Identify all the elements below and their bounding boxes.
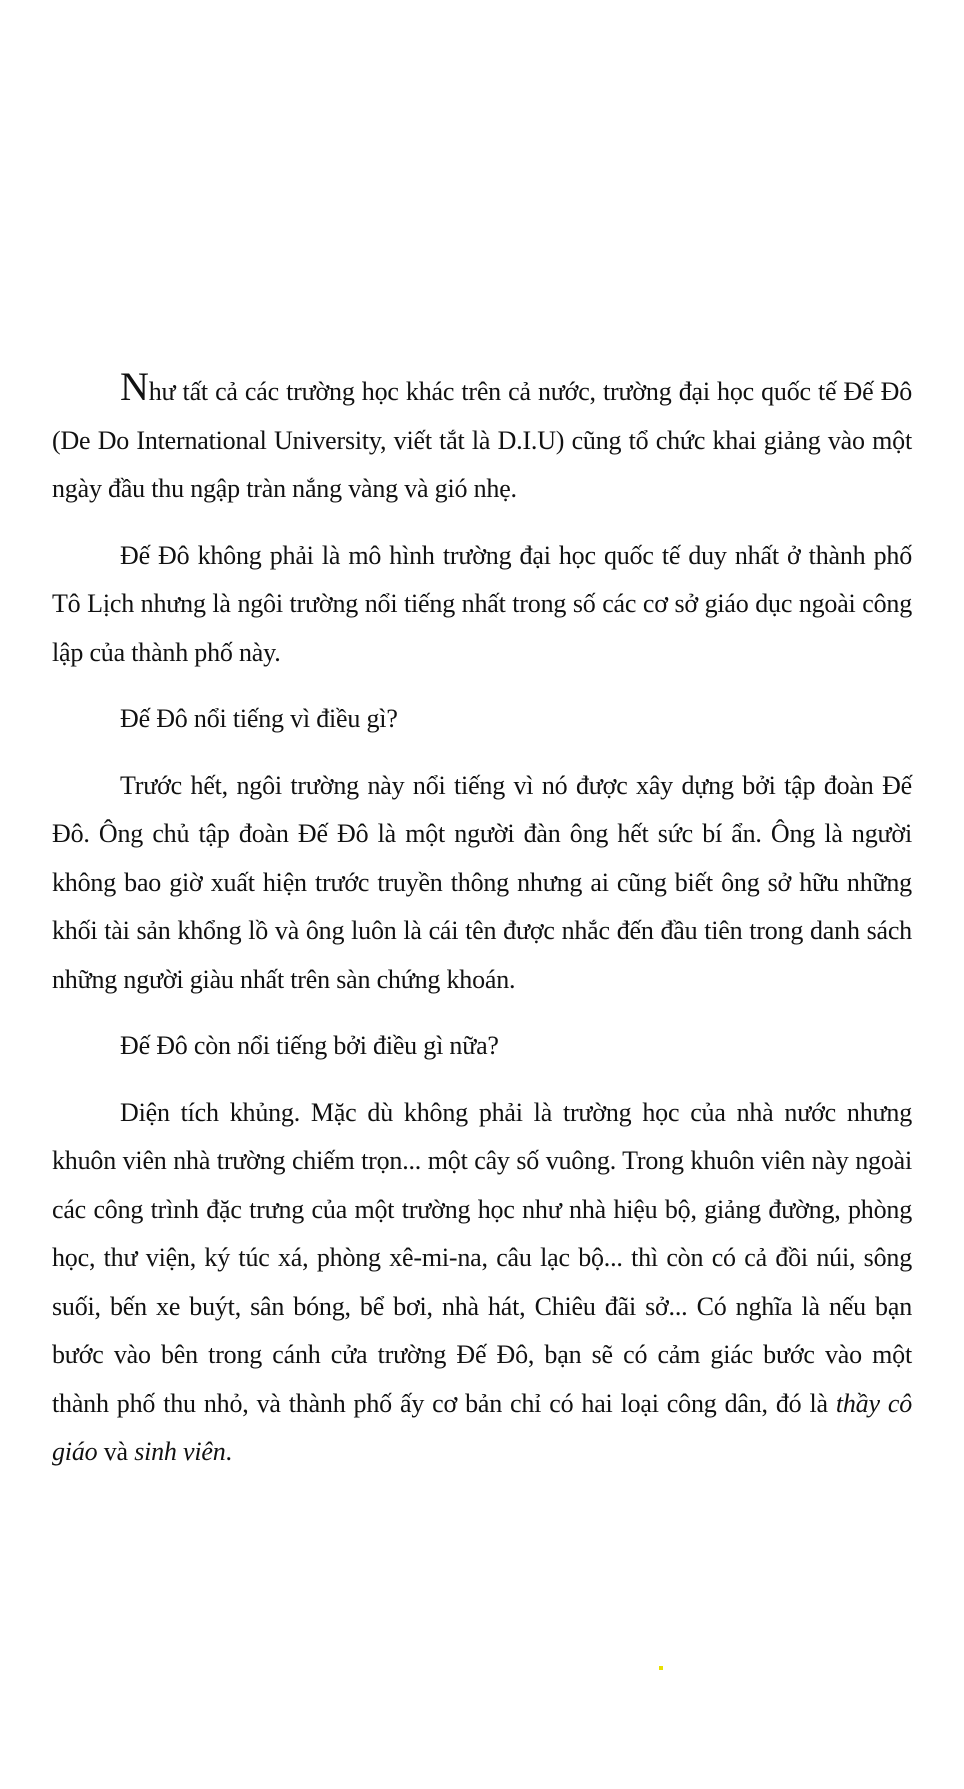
emphasis-students: sinh viên — [134, 1437, 226, 1466]
scan-speck — [659, 1666, 663, 1670]
paragraph-1-text: hư tất cả các trường học khác trên cả nước, trường đại học quốc tế Đế Đô (De Do International University, viết tắt là D.I.U) cũng tổ chức khai giảng vào một ngày đầu thu ngập tràn nắng vàng và gió nhẹ. — [52, 377, 912, 503]
paragraph-6-end: . — [225, 1437, 232, 1466]
paragraph-6 — [52, 1089, 912, 1477]
paragraph-1 — [52, 364, 912, 514]
emphasis-teachers: thầy cô giáo — [52, 1388, 912, 1466]
paragraph-3-question: Đế Đô nổi tiếng vì điều gì? — [120, 704, 398, 733]
paragraph-6-text: Diện tích khủng. Mặc dù không phải là trường học của nhà nước nhưng khuôn viên nhà trường chiếm trọn... một cây số vuông. Trong khuôn viên này ngoài các công trình đặc trưng của một trường học như nhà hiệu bộ, giảng đường, phòng học, thư viện, ký túc xá, phòng xê-mi-na, câu lạc bộ... thì còn có cả đồi núi, sông suối, bến xe buýt, sân bóng, bể bơi, nhà hát, Chiêu đãi sở... Có nghĩa là nếu bạn bước vào bên trong cánh cửa trường Đế Đô, bạn sẽ có cảm giác bước vào một thành phố thu nhỏ, và thành phố ấy cơ bản chỉ có hai loại công dân, đó là — [52, 1097, 912, 1418]
paragraph-6-conj: và — [97, 1437, 135, 1466]
paragraph-5-question: Đế Đô còn nổi tiếng bởi điều gì nữa? — [120, 1031, 499, 1060]
drop-cap: N — [120, 364, 149, 409]
paragraph-4: Trước hết, ngôi trường này nổi tiếng vì nó được xây dựng bởi tập đoàn Đế Đô. Ông chủ tập đoàn Đế Đô là một người đàn ông hết sức bí ẩn. Ông là người không bao giờ xuất hiện trước truyền thông nhưng ai cũng biết ông sở hữu những khối tài sản khổng lồ và ông luôn là cái tên được nhắc đến đầu tiên trong danh sách những người giàu nhất trên sàn chứng khoán. — [52, 770, 912, 994]
page-body-text — [52, 364, 912, 1495]
paragraph-2: Đế Đô không phải là mô hình trường đại học quốc tế duy nhất ở thành phố Tô Lịch nhưng là ngôi trường nổi tiếng nhất trong số các cơ sở giáo dục ngoài công lập của thành phố này. — [52, 540, 912, 667]
